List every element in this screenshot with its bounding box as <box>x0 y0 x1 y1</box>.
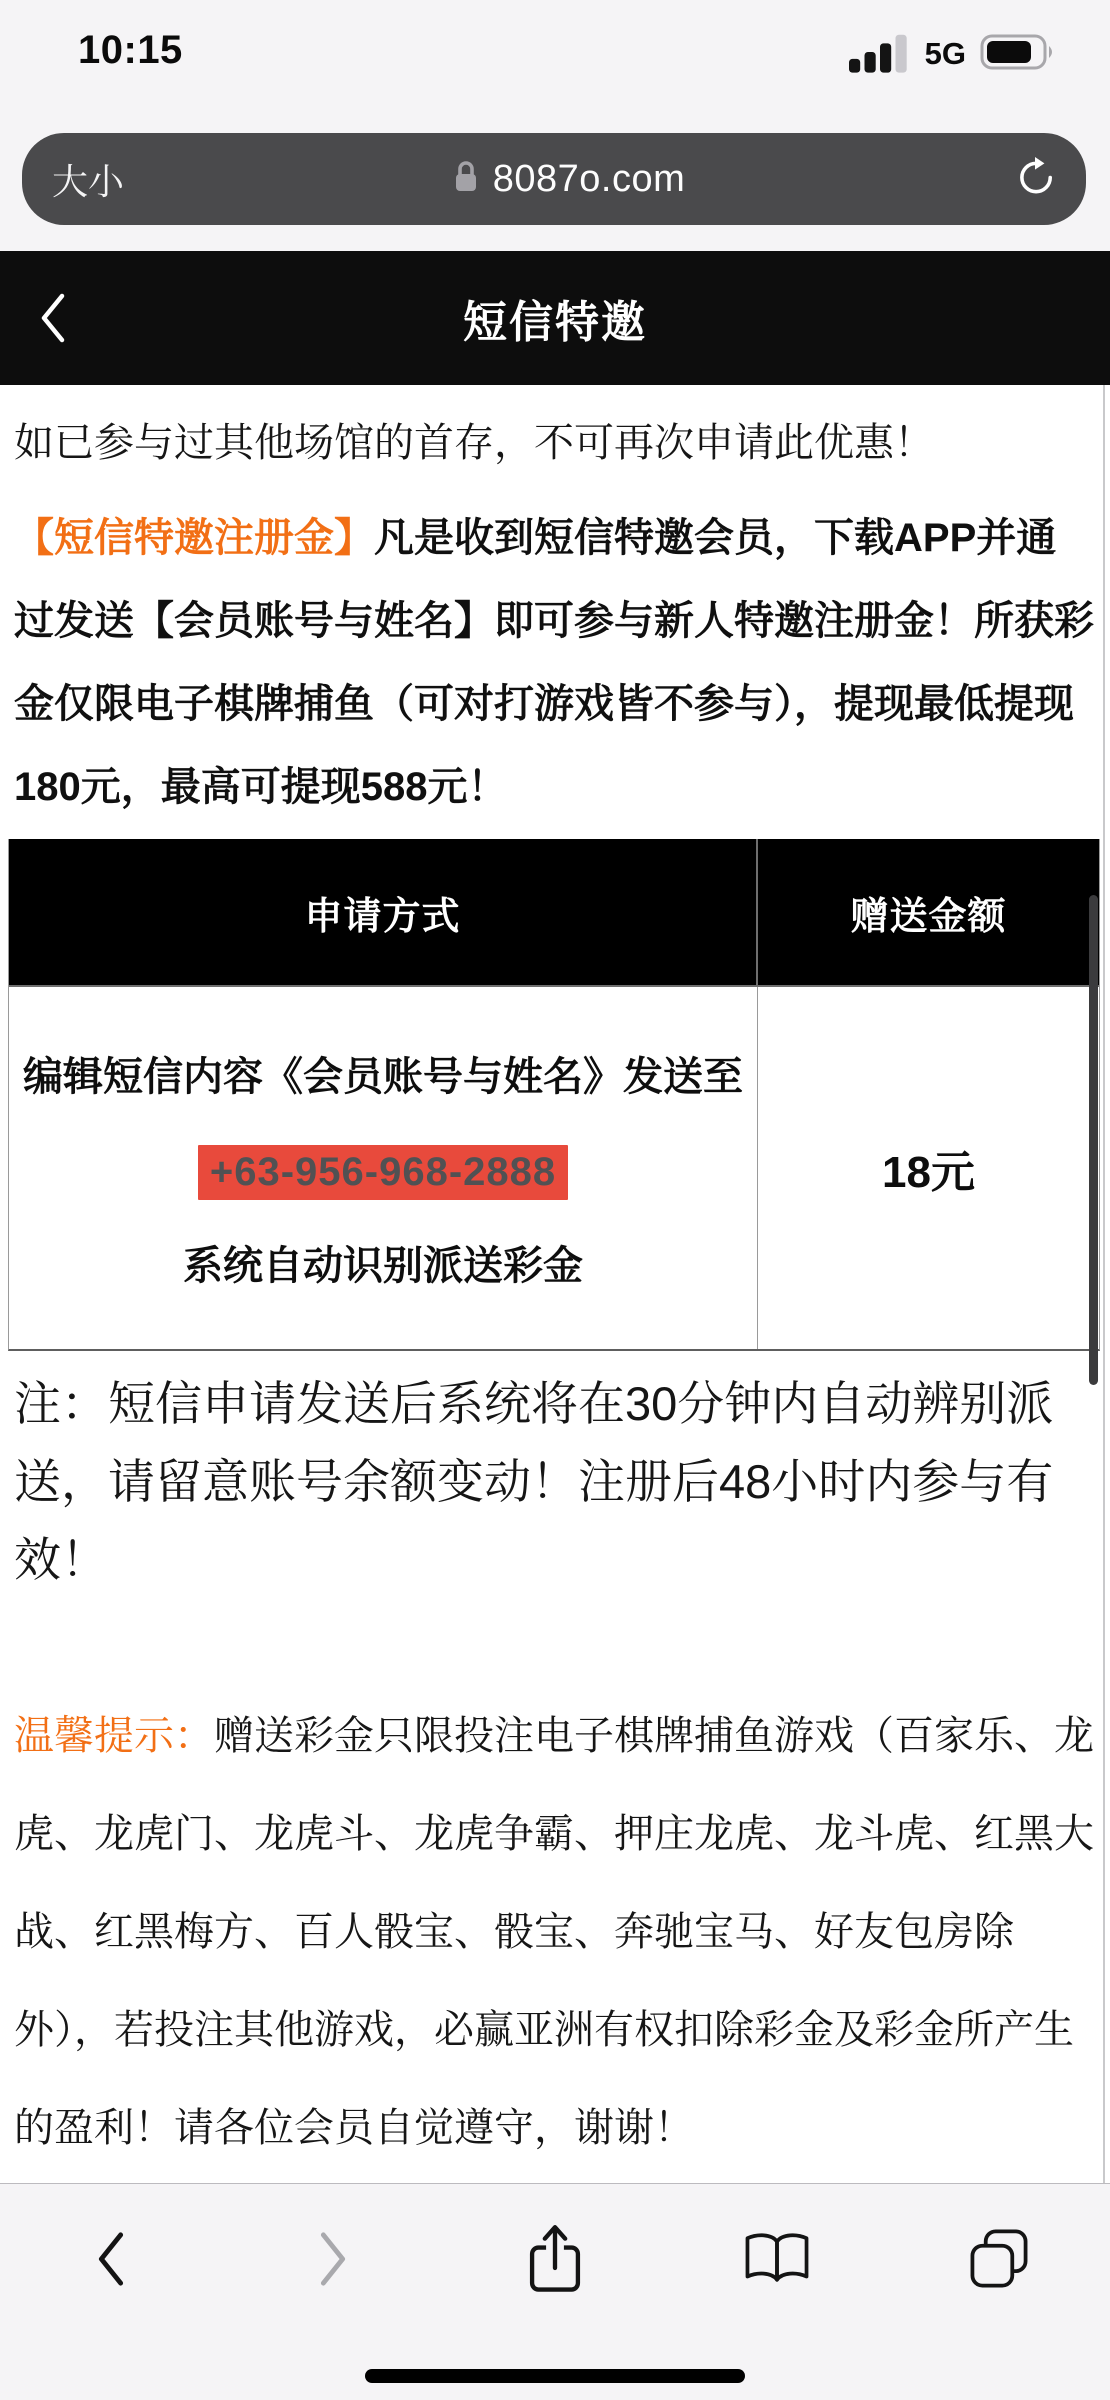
share-icon <box>527 2222 583 2296</box>
tips-text: 赠送彩金只限投注电子棋牌捕鱼游戏（百家乐、龙虎、龙虎门、龙虎斗、龙虎争霸、押庄龙虎、龙斗虎、红黑大战、红黑梅方、百人骰宝、骰宝、奔驰宝马、好友包房除外），若投注其他游戏，必赢亚洲有权扣除彩金及彩金所产生的盈利！请各位会员自觉遵守，谢谢！ <box>14 1714 1094 2150</box>
promo-text: 凡是收到短信特邀会员，下载APP并通过发送【会员账号与姓名】即可参与新人特邀注册金！所获彩金仅限电子棋牌捕鱼（可对打游戏皆不参与），提现最低提现180元，最高可提现588元！ <box>14 516 1094 809</box>
back-chevron-icon <box>94 2230 128 2288</box>
page-right-border <box>1103 385 1105 2183</box>
page-title: 短信特邀 <box>463 298 647 347</box>
note-paragraph: 注：短信申请发送后系统将在30分钟内自动辨别派送，请留意账号余额变动！注册后48小时内参与有效！ <box>14 1377 1054 1586</box>
network-type-label: 5G <box>924 36 966 71</box>
table-cell-method <box>9 987 758 1349</box>
page-content <box>0 385 1110 2183</box>
toolbar-tabs-button[interactable] <box>954 2214 1044 2304</box>
toolbar-forward-button[interactable] <box>288 2214 378 2304</box>
table-header-amount: 赠送金额 <box>758 839 1099 987</box>
home-indicator[interactable] <box>365 2369 745 2383</box>
page-header <box>0 251 1110 385</box>
book-icon <box>742 2230 812 2288</box>
promo-table <box>8 839 1100 1351</box>
scrollbar[interactable] <box>1089 895 1098 1385</box>
reload-button[interactable] <box>1014 156 1056 203</box>
url-text[interactable]: 8087o.com <box>492 157 686 200</box>
status-bar <box>0 22 1110 86</box>
forward-chevron-icon <box>316 2230 350 2288</box>
table-header-method: 申请方式 <box>9 839 758 987</box>
address-bar[interactable] <box>22 133 1086 225</box>
tabs-icon <box>968 2228 1030 2290</box>
toolbar-bookmarks-button[interactable] <box>732 2214 822 2304</box>
clock: 10:15 <box>78 28 183 72</box>
browser-toolbar <box>0 2183 1110 2400</box>
browser-top-chrome <box>0 0 1110 251</box>
auto-dispatch-note: 系统自动识别派送彩金 <box>183 1244 583 1288</box>
sms-instruction: 编辑短信内容《会员账号与姓名》发送至 <box>23 1055 743 1099</box>
back-button[interactable] <box>30 251 76 385</box>
promo-highlight: 【短信特邀注册金】 <box>14 516 374 560</box>
table-cell-amount: 18元 <box>758 987 1099 1349</box>
battery-icon <box>980 33 1058 76</box>
intro-paragraph: 如已参与过其他场馆的首存，不可再次申请此优惠！ <box>14 421 934 465</box>
toolbar-share-button[interactable] <box>510 2214 600 2304</box>
tips-highlight: 温馨提示： <box>14 1714 214 1758</box>
tips-paragraph <box>0 1687 1110 2177</box>
promo-paragraph <box>0 497 1110 829</box>
toolbar-back-button[interactable] <box>66 2214 156 2304</box>
phone-number: +63-956-968-2888 <box>198 1145 568 1200</box>
lock-icon <box>453 160 479 199</box>
back-chevron-icon <box>38 292 68 344</box>
text-size-button[interactable]: 大小 <box>52 160 125 202</box>
cellular-signal-icon <box>849 30 911 79</box>
